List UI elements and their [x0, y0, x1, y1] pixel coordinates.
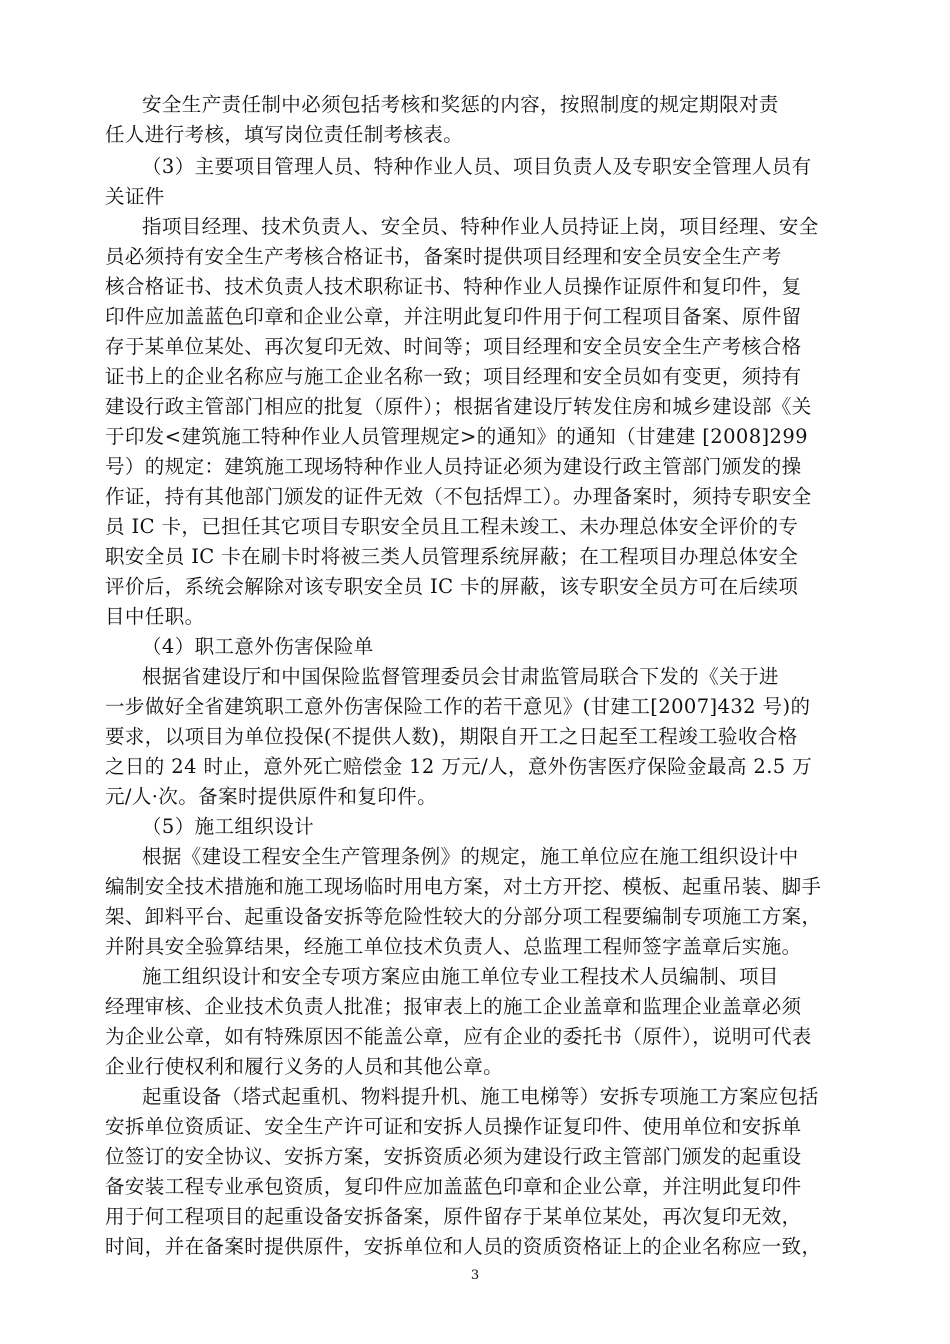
text-line: 编制安全技术措施和施工现场临时用电方案，对土方开挖、模板、起重吊装、脚手	[105, 875, 822, 898]
text-line: 目中任职。	[105, 605, 205, 628]
page-number: 3	[470, 1268, 480, 1283]
text-line: 起重设备（塔式起重机、物料提升机、施工电梯等）安拆专项施工方案应包括	[142, 1085, 819, 1108]
text-line: 于印发<建筑施工特种作业人员管理规定>的通知》的通知（甘建建 [2008]299	[105, 425, 808, 448]
section-heading: （4）职工意外伤害保险单	[142, 635, 374, 658]
text-line: 评价后，系统会解除对该专职安全员 IC 卡的屏蔽，该专职安全员方可在后续项	[105, 575, 799, 598]
text-line: 存于某单位某处、再次复印无效、时间等；项目经理和安全员安全生产考核合格	[105, 335, 802, 358]
text-line: 元/人·次。备案时提供原件和复印件。	[105, 785, 437, 808]
text-line: 作证，持有其他部门颁发的证件无效（不包括焊工）。办理备案时，须持专职安全	[105, 485, 812, 508]
text-line: 核合格证书、技术负责人技术职称证书、特种作业人员操作证原件和复印件，复	[105, 275, 802, 298]
text-line: 位签订的安全协议、安拆方案，安拆资质必须为建设行政主管部门颁发的起重设	[105, 1145, 802, 1168]
text-line: 指项目经理、技术负责人、安全员、特种作业人员持证上岗，项目经理、安全	[142, 215, 819, 238]
text-line: 根据《建设工程安全生产管理条例》的规定，施工单位应在施工组织设计中	[142, 845, 799, 868]
section-heading: （5）施工组织设计	[142, 815, 315, 838]
text-line: 号）的规定：建筑施工现场特种作业人员持证必须为建设行政主管部门颁发的操	[105, 455, 802, 478]
text-line: 建设行政主管部门相应的批复（原件）；根据省建设厅转发住房和城乡建设部《关	[105, 395, 812, 418]
text-line: 印件应加盖蓝色印章和企业公章，并注明此复印件用于何工程项目备案、原件留	[105, 305, 802, 328]
text-line: 经理审核、企业技术负责人批准；报审表上的施工企业盖章和监理企业盖章必须	[105, 995, 802, 1018]
text-line: 职安全员 IC 卡在刷卡时将被三类人员管理系统屏蔽；在工程项目办理总体安全	[105, 545, 799, 568]
text-line: 员必须持有安全生产考核合格证书，备案时提供项目经理和安全员安全生产考	[105, 245, 782, 268]
text-line: 时间，并在备案时提供原件，安拆单位和人员的资质资格证上的企业名称应一致，	[105, 1235, 822, 1258]
text-line: 用于何工程项目的起重设备安拆备案，原件留存于某单位某处，再次复印无效，	[105, 1205, 802, 1228]
text-line: 关证件	[105, 185, 165, 208]
text-line: 证书上的企业名称应与施工企业名称一致；项目经理和安全员如有变更，须持有	[105, 365, 802, 388]
text-line: 员 IC 卡，已担任其它项目专职安全员且工程未竣工、未办理总体安全评价的专	[105, 515, 799, 538]
text-line: 安全生产责任制中必须包括考核和奖惩的内容，按照制度的规定期限对责	[142, 93, 779, 116]
text-line: 安拆单位资质证、安全生产许可证和安拆人员操作证复印件、使用单位和安拆单	[105, 1115, 802, 1138]
text-line: 施工组织设计和安全专项方案应由施工单位专业工程技术人员编制、项目	[142, 965, 779, 988]
section-heading: （3）主要项目管理人员、特种作业人员、项目负责人及专职安全管理人员有	[142, 155, 812, 178]
text-line: 一步做好全省建筑职工意外伤害保险工作的若干意见》(甘建工[2007]432 号)的	[105, 695, 811, 718]
text-line: 根据省建设厅和中国保险监督管理委员会甘肃监管局联合下发的《关于进	[142, 665, 779, 688]
text-line: 备安装工程专业承包资质，复印件应加盖蓝色印章和企业公章，并注明此复印件	[105, 1175, 802, 1198]
text-line: 为企业公章，如有特殊原因不能盖公章，应有企业的委托书（原件），说明可代表	[105, 1025, 812, 1048]
text-line: 任人进行考核，填写岗位责任制考核表。	[105, 123, 464, 146]
text-line: 之日的 24 时止，意外死亡赔偿金 12 万元/人，意外伤害医疗保险金最高 2.5 万	[105, 755, 813, 778]
text-line: 企业行使权利和履行义务的人员和其他公章。	[105, 1055, 504, 1078]
text-line: 架、卸料平台、起重设备安拆等危险性较大的分部分项工程要编制专项施工方案，	[105, 905, 822, 928]
text-line: 并附具安全验算结果，经施工单位技术负责人、总监理工程师签字盖章后实施。	[105, 935, 802, 958]
text-line: 要求，以项目为单位投保(不提供人数)，期限自开工之日起至工程竣工验收合格	[105, 725, 798, 748]
